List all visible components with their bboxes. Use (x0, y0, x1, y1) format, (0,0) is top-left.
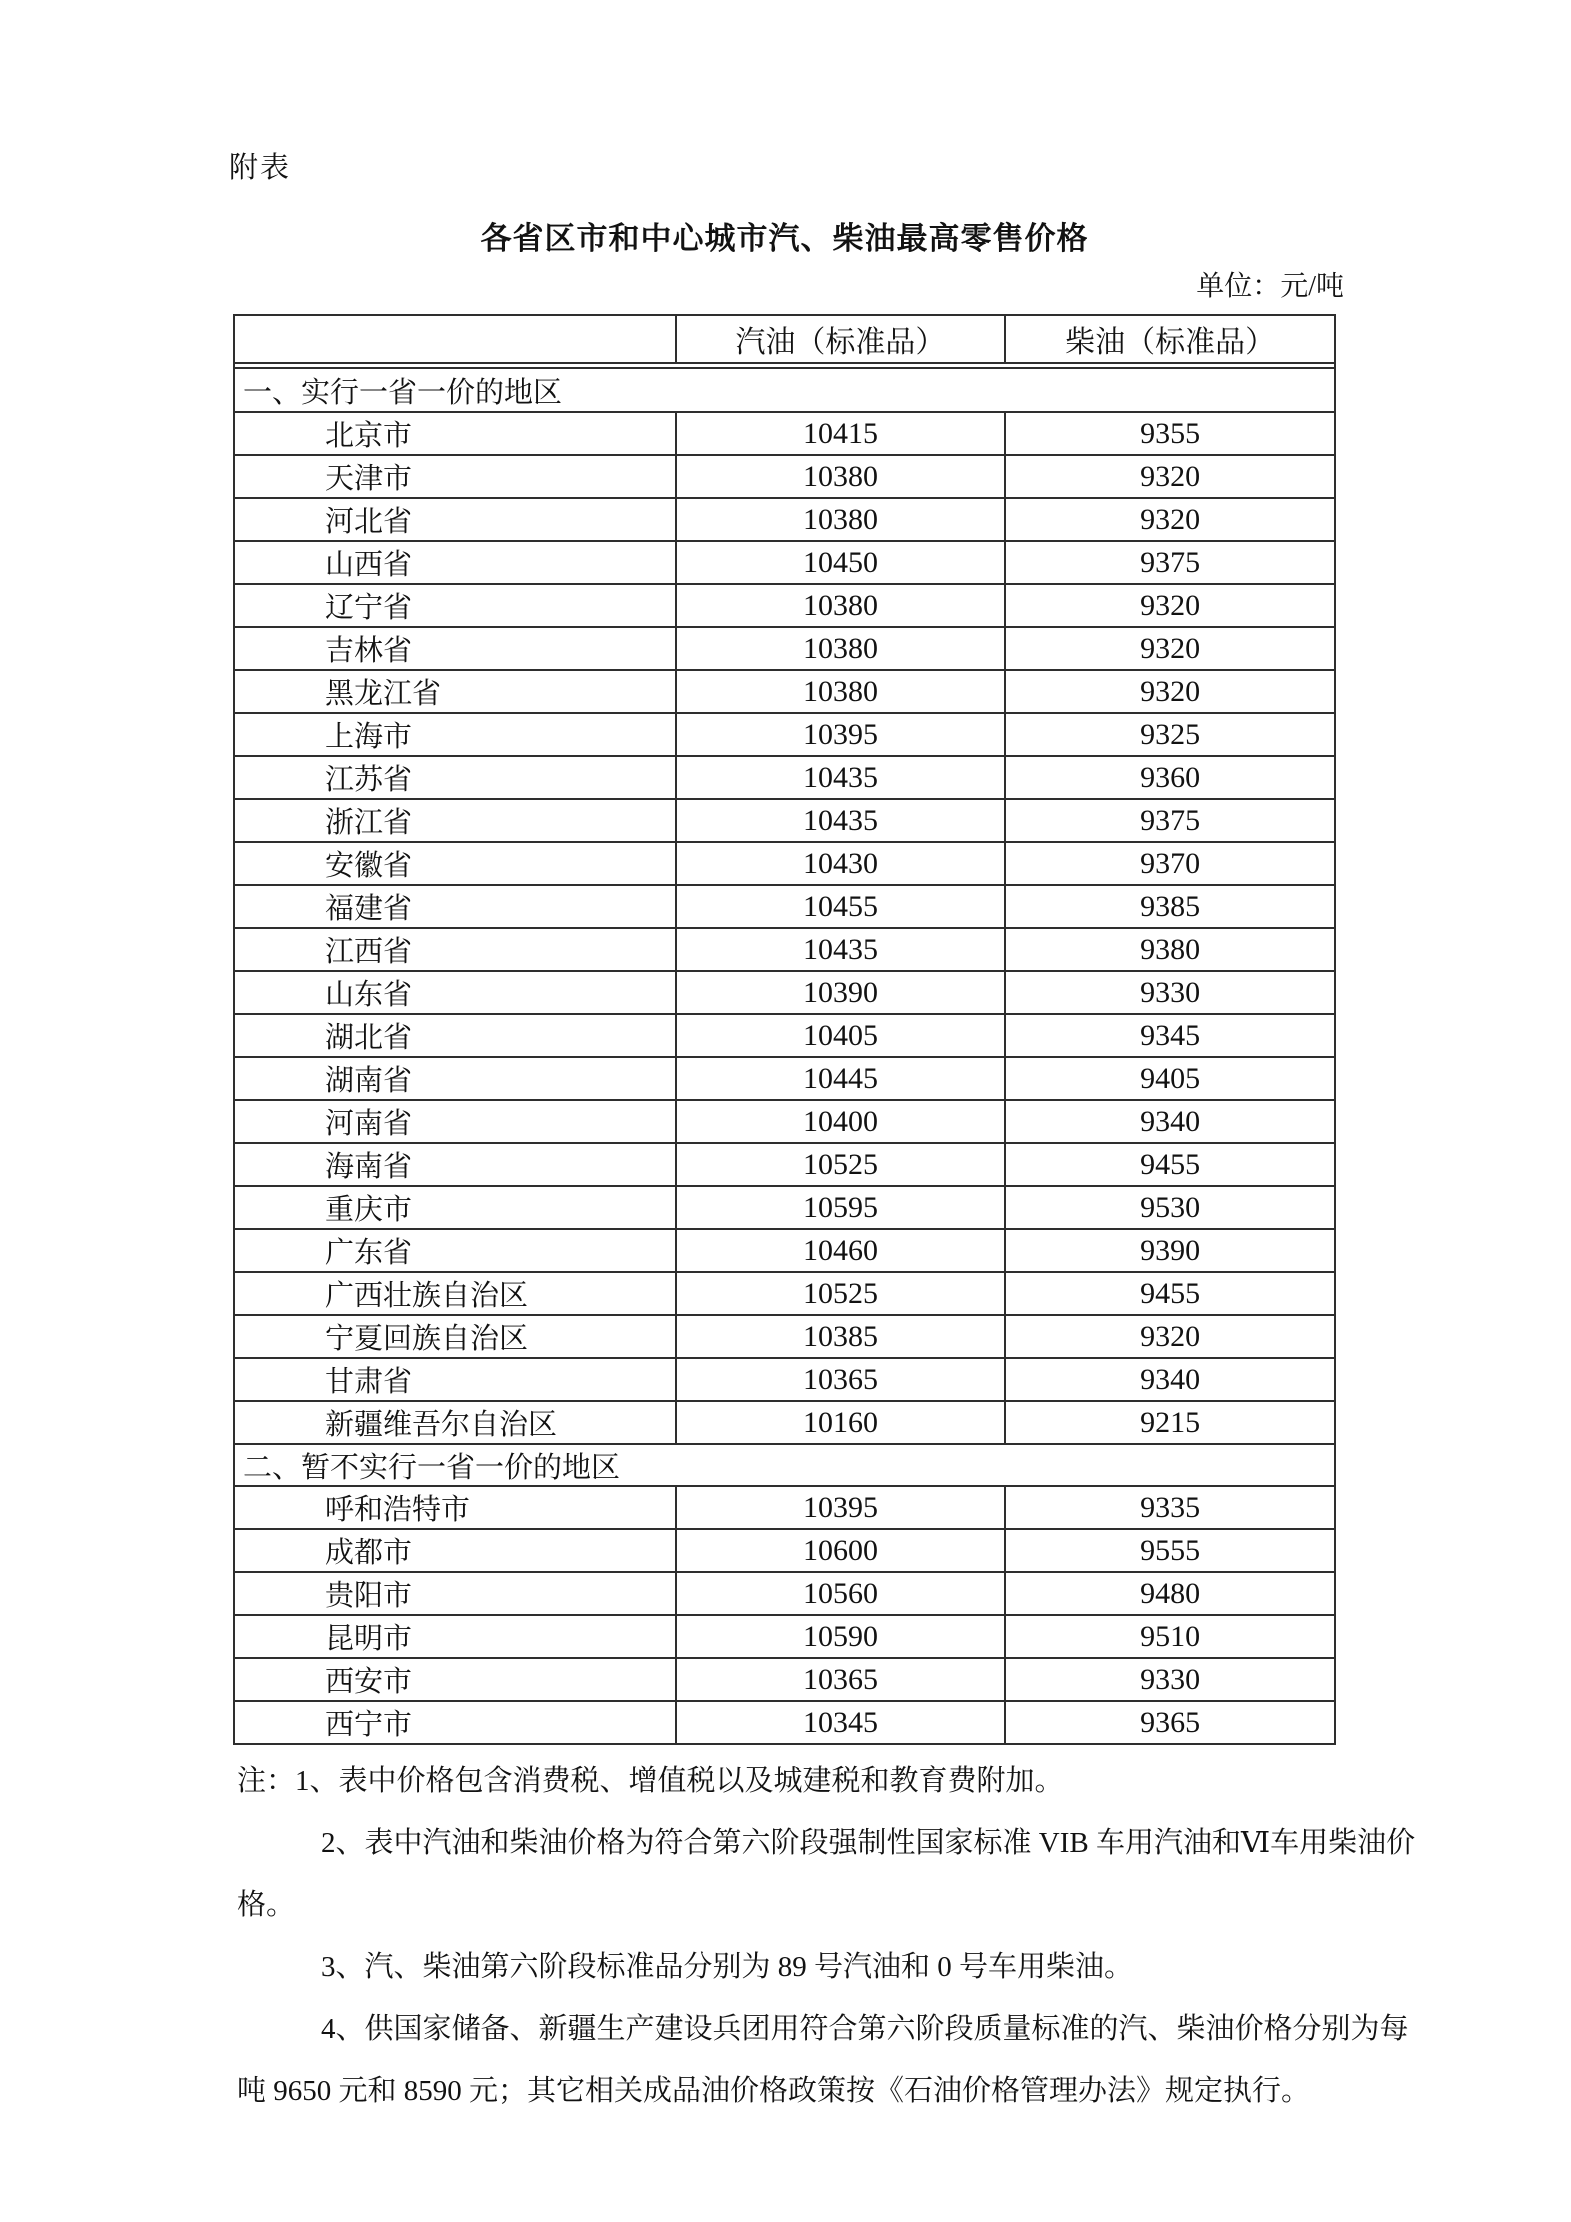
gasoline-price-cell: 10380 (675, 628, 1005, 669)
table-row (235, 1400, 1334, 1443)
header-diesel-cell: 柴油（标准品） (1004, 316, 1334, 362)
region-cell: 甘肃省 (325, 1366, 413, 1398)
table-header-row (235, 316, 1334, 369)
region-cell: 海南省 (325, 1151, 413, 1183)
table-row (235, 497, 1334, 540)
diesel-price-cell: 9375 (1004, 800, 1334, 841)
table-row (235, 1099, 1334, 1142)
section-heading-row: 二、暂不实行一省一价的地区 (235, 1443, 1334, 1485)
region-cell: 西安市 (325, 1666, 413, 1698)
gasoline-price-cell: 10525 (675, 1144, 1005, 1185)
table-row (235, 1485, 1334, 1528)
region-cell: 江苏省 (325, 764, 413, 796)
page-title: 各省区市和中心城市汽、柴油最高零售价格 (480, 221, 1089, 256)
gasoline-price-cell: 10560 (675, 1573, 1005, 1614)
table-row (235, 970, 1334, 1013)
table-row (235, 669, 1334, 712)
header-gasoline-cell: 汽油（标准品） (675, 316, 1005, 362)
diesel-price-cell: 9215 (1004, 1402, 1334, 1443)
diesel-price-cell: 9370 (1004, 843, 1334, 884)
diesel-price-cell: 9530 (1004, 1187, 1334, 1228)
diesel-price-cell: 9320 (1004, 456, 1334, 497)
notes (237, 1750, 1416, 2122)
gasoline-price-cell: 10345 (675, 1702, 1005, 1743)
gasoline-price-cell: 10435 (675, 929, 1005, 970)
region-cell: 河北省 (325, 506, 413, 538)
table-row (235, 1700, 1334, 1743)
table-row (235, 626, 1334, 669)
diesel-price-cell: 9330 (1004, 972, 1334, 1013)
gasoline-price-cell: 10400 (675, 1101, 1005, 1142)
diesel-price-cell: 9320 (1004, 628, 1334, 669)
region-cell: 重庆市 (325, 1194, 413, 1226)
gasoline-price-cell: 10395 (675, 1487, 1005, 1528)
gasoline-price-cell: 10435 (675, 800, 1005, 841)
gasoline-price-cell: 10380 (675, 671, 1005, 712)
price-table (233, 314, 1336, 1745)
gasoline-price-cell: 10415 (675, 413, 1005, 454)
diesel-price-cell: 9340 (1004, 1101, 1334, 1142)
region-cell: 安徽省 (325, 850, 413, 882)
table-row (235, 1056, 1334, 1099)
gasoline-price-cell: 10595 (675, 1187, 1005, 1228)
region-cell: 河南省 (325, 1108, 413, 1140)
diesel-price-cell: 9365 (1004, 1702, 1334, 1743)
region-cell: 浙江省 (325, 807, 413, 839)
table-row (235, 712, 1334, 755)
table-row (235, 454, 1334, 497)
gasoline-price-cell: 10395 (675, 714, 1005, 755)
diesel-price-cell: 9355 (1004, 413, 1334, 454)
region-cell: 贵阳市 (325, 1580, 413, 1612)
gasoline-price-cell: 10460 (675, 1230, 1005, 1271)
region-cell: 天津市 (325, 463, 413, 495)
region-cell: 福建省 (325, 893, 413, 925)
gasoline-price-cell: 10405 (675, 1015, 1005, 1056)
region-cell: 广东省 (325, 1237, 413, 1269)
note-line: 注：1、表中价格包含消费税、增值税以及城建税和教育费附加。 (237, 1765, 1064, 1797)
region-cell: 成都市 (325, 1537, 413, 1569)
gasoline-price-cell: 10385 (675, 1316, 1005, 1357)
diesel-price-cell: 9320 (1004, 585, 1334, 626)
region-cell: 吉林省 (325, 635, 413, 667)
region-cell: 上海市 (325, 721, 413, 753)
region-cell: 山东省 (325, 979, 413, 1011)
table-row (235, 1271, 1334, 1314)
diesel-price-cell: 9390 (1004, 1230, 1334, 1271)
diesel-price-cell: 9455 (1004, 1273, 1334, 1314)
diesel-price-cell: 9320 (1004, 1316, 1334, 1357)
diesel-price-cell: 9345 (1004, 1015, 1334, 1056)
table-row (235, 1357, 1334, 1400)
table-row (235, 927, 1334, 970)
table-row (235, 1185, 1334, 1228)
gasoline-price-cell: 10450 (675, 542, 1005, 583)
gasoline-price-cell: 10160 (675, 1402, 1005, 1443)
gasoline-price-cell: 10365 (675, 1659, 1005, 1700)
table-row (235, 841, 1334, 884)
table-row (235, 1314, 1334, 1357)
gasoline-price-cell: 10435 (675, 757, 1005, 798)
gasoline-price-cell: 10430 (675, 843, 1005, 884)
region-cell: 宁夏回族自治区 (325, 1323, 529, 1355)
diesel-price-cell: 9335 (1004, 1487, 1334, 1528)
gasoline-price-cell: 10380 (675, 499, 1005, 540)
table-row (235, 798, 1334, 841)
table-row (235, 540, 1334, 583)
note-line: 吨 9650 元和 8590 元；其它相关成品油价格政策按《石油价格管理办法》规定执行。 (237, 2075, 1311, 2107)
diesel-price-cell: 9510 (1004, 1616, 1334, 1657)
gasoline-price-cell: 10365 (675, 1359, 1005, 1400)
gasoline-price-cell: 10600 (675, 1530, 1005, 1571)
diesel-price-cell: 9455 (1004, 1144, 1334, 1185)
header-region-cell (235, 316, 675, 362)
region-cell: 黑龙江省 (325, 678, 442, 710)
table-row (235, 755, 1334, 798)
section-heading-row: 一、实行一省一价的地区 (243, 376, 563, 409)
gasoline-price-cell: 10590 (675, 1616, 1005, 1657)
table-row (235, 1228, 1334, 1271)
diesel-price-cell: 9405 (1004, 1058, 1334, 1099)
table-row (235, 411, 1334, 454)
region-cell: 江西省 (325, 936, 413, 968)
diesel-price-cell: 9325 (1004, 714, 1334, 755)
diesel-price-cell: 9340 (1004, 1359, 1334, 1400)
note-line: 格。 (237, 1889, 296, 1921)
region-cell: 湖南省 (325, 1065, 413, 1097)
table-body (235, 369, 1334, 1743)
table-row (235, 1142, 1334, 1185)
diesel-price-cell: 9330 (1004, 1659, 1334, 1700)
table-row (235, 1571, 1334, 1614)
note-line: 2、表中汽油和柴油价格为符合第六阶段强制性国家标准 VIB 车用汽油和Ⅵ车用柴油价 (321, 1827, 1416, 1859)
region-cell: 昆明市 (325, 1623, 413, 1655)
table-row (235, 583, 1334, 626)
diesel-price-cell: 9380 (1004, 929, 1334, 970)
region-cell: 新疆维吾尔自治区 (325, 1409, 558, 1441)
region-cell: 北京市 (325, 420, 413, 452)
region-cell: 湖北省 (325, 1022, 413, 1054)
note-line: 4、供国家储备、新疆生产建设兵团用符合第六阶段质量标准的汽、柴油价格分别为每 (321, 2013, 1409, 2045)
gasoline-price-cell: 10380 (675, 585, 1005, 626)
diesel-price-cell: 9480 (1004, 1573, 1334, 1614)
unit-label: 单位：元/吨 (1196, 271, 1344, 302)
diesel-price-cell: 9360 (1004, 757, 1334, 798)
table-row (235, 1614, 1334, 1657)
diesel-price-cell: 9320 (1004, 671, 1334, 712)
region-cell: 广西壮族自治区 (325, 1280, 529, 1312)
note-line: 3、汽、柴油第六阶段标准品分别为 89 号汽油和 0 号车用柴油。 (321, 1951, 1134, 1983)
attachment-label: 附表 (229, 152, 292, 184)
diesel-price-cell: 9320 (1004, 499, 1334, 540)
region-cell: 西宁市 (325, 1709, 413, 1741)
table-row (235, 884, 1334, 927)
diesel-price-cell: 9555 (1004, 1530, 1334, 1571)
diesel-price-cell: 9375 (1004, 542, 1334, 583)
table-row (235, 1528, 1334, 1571)
table-row (235, 1013, 1334, 1056)
gasoline-price-cell: 10445 (675, 1058, 1005, 1099)
region-cell: 呼和浩特市 (325, 1494, 471, 1526)
gasoline-price-cell: 10525 (675, 1273, 1005, 1314)
gasoline-price-cell: 10380 (675, 456, 1005, 497)
region-cell: 山西省 (325, 549, 413, 581)
region-cell: 辽宁省 (325, 592, 413, 624)
table-row (235, 1657, 1334, 1700)
gasoline-price-cell: 10455 (675, 886, 1005, 927)
diesel-price-cell: 9385 (1004, 886, 1334, 927)
gasoline-price-cell: 10390 (675, 972, 1005, 1013)
